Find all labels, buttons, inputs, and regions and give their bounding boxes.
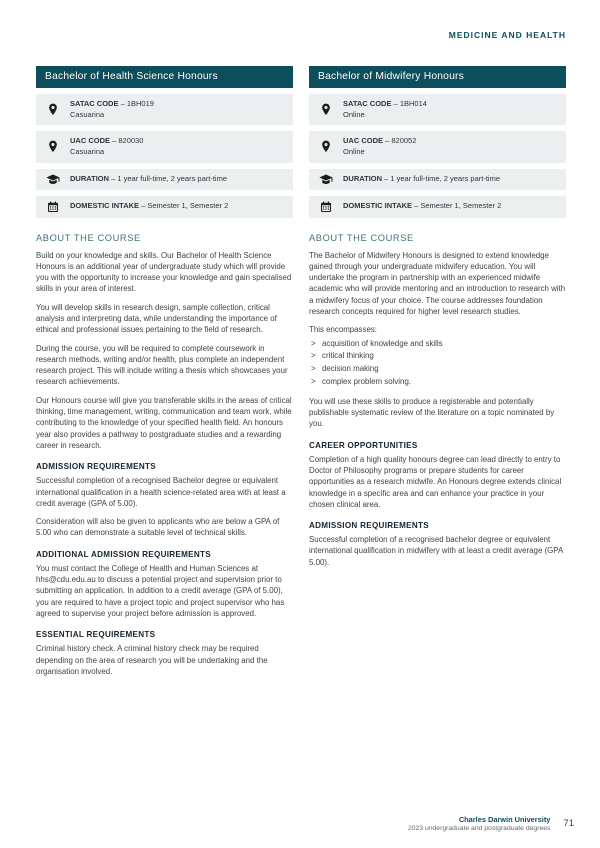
list-item-text: decision making — [322, 364, 379, 374]
course-right — [309, 66, 566, 684]
footer-university: Charles Darwin University — [458, 815, 551, 824]
admission-paragraph: Consideration will also be given to applicants who are below a GPA of 5.00 who can demonstrate a suitable level of technical skills. — [36, 517, 280, 538]
encompasses-list — [311, 338, 566, 389]
satac-code-row — [309, 94, 566, 125]
uac-code-row — [36, 131, 293, 162]
info-label: DOMESTIC INTAKE — [70, 201, 140, 211]
bullet-marker: > — [311, 338, 316, 348]
uac-code-row — [309, 131, 566, 162]
map-pin-icon — [318, 103, 334, 116]
essential-requirements-paragraph: Criminal history check. A criminal history check may be required depending on the area of research you will be undertaking and the organisation involved. — [36, 644, 268, 676]
graduation-cap-icon — [318, 174, 334, 185]
info-value: – Semester 1, Semester 2 — [414, 201, 502, 211]
info-value: – 1 year full-time, 2 years part-time — [384, 173, 500, 183]
domestic-intake-row — [309, 196, 566, 218]
info-value: – 820030 — [112, 136, 144, 146]
info-value: – 820052 — [385, 136, 417, 146]
encompasses-label: This encompasses: — [309, 325, 377, 335]
info-sub: Casuarina — [70, 147, 105, 157]
list-item — [311, 363, 566, 376]
page-number: 71 — [563, 818, 574, 829]
about-paragraph: The Bachelor of Midwifery Honours is designed to extend knowledge gained through your undergraduate midwifery education. You will undertake the program in partnership with an experienced midwife academic who will provide mentoring and an introduction to research with a midwifery focus of your choice. The course addresses foundation research concepts required for higher level research studies. — [309, 250, 566, 316]
info-line — [343, 174, 500, 184]
calendar-icon — [45, 201, 61, 213]
about-paragraph: During the course, you will be required to complete coursework in research methods, writing and/or health, plus complete an independent research project. This will include writing a thesis which showcases your research achievements. — [36, 343, 288, 387]
about-paragraph: You will develop skills in research design, sample collection, critical analysis and interpreting data, while understanding the importance of ethical and professional issues pertaining to the field of research. — [36, 302, 277, 335]
info-line — [343, 201, 501, 211]
list-item — [311, 338, 566, 351]
page-footer — [408, 815, 574, 832]
map-pin-icon — [45, 103, 61, 116]
admission-requirements-heading: ADMISSION REQUIREMENTS — [36, 462, 156, 472]
info-line — [343, 136, 416, 146]
info-sub: Online — [343, 110, 365, 120]
info-value: – 1 year full-time, 2 years part-time — [111, 173, 227, 183]
section-label: MEDICINE AND HEALTH — [448, 30, 566, 40]
about-paragraph: Our Honours course will give you transferable skills in the areas of critical thinking, time management, writing, communication and team work, while contributing to the knowledge of your specified health field. An honours year also provides a pathway to postgraduate studies and a rewarding career in research. — [36, 395, 292, 450]
info-label: SATAC CODE — [70, 99, 119, 108]
satac-code-row — [36, 94, 293, 125]
duration-row — [309, 169, 566, 190]
essential-requirements-heading: ESSENTIAL REQUIREMENTS — [36, 630, 156, 640]
about-paragraph: You will use these skills to produce a registerable and potentially publishable systematic review of the literature on a topic nominated by you. — [309, 396, 555, 429]
info-label: UAC CODE — [70, 136, 111, 146]
duration-row — [36, 169, 293, 190]
course-left — [36, 66, 293, 684]
admission-requirements-heading: ADMISSION REQUIREMENTS — [309, 521, 429, 531]
info-value: – Semester 1, Semester 2 — [141, 201, 229, 211]
about-heading: ABOUT THE COURSE — [309, 232, 414, 243]
additional-admission-paragraph: You must contact the College of Health and Human Sciences at hhs@cdu.edu.au to discuss a potential project and supervision prior to submitting an application. In addition to a credit average (GPA of 5.00), you are required to have a project topic and project supervisor who has agreed to supervise your project before admission is approved. — [36, 563, 285, 618]
info-label: UAC CODE — [343, 136, 384, 146]
info-sub: Casuarina — [70, 110, 105, 120]
course-title-bar: Bachelor of Midwifery Honours — [309, 66, 566, 88]
info-label: DURATION — [70, 173, 110, 183]
course-title-bar: Bachelor of Health Science Honours — [36, 66, 293, 88]
domestic-intake-row — [36, 196, 293, 218]
info-sub: Online — [343, 147, 365, 157]
graduation-cap-icon — [45, 174, 61, 185]
admission-paragraph: Successful completion of a recognised bachelor degree or equivalent international qualification in midwifery with at least a credit average (GPA 5.00). — [309, 535, 563, 567]
admission-paragraph: Successful completion of a recognised Bachelor degree or equivalent international qualification in a health science-related area with at least a credit average (GPA of 5.00). — [36, 476, 286, 508]
info-line — [343, 99, 427, 109]
map-pin-icon — [318, 140, 334, 153]
footer-edition: 2023 undergraduate and postgraduate degrees — [407, 825, 551, 832]
bullet-marker: > — [311, 364, 316, 374]
map-pin-icon — [45, 140, 61, 153]
bullet-marker: > — [311, 376, 316, 386]
info-line — [70, 174, 227, 184]
info-line — [70, 99, 154, 109]
bullet-marker: > — [311, 351, 316, 361]
list-item — [311, 376, 566, 389]
about-paragraph: Build on your knowledge and skills. Our Bachelor of Health Science Honours is an additional year of undergraduate study which will provide you with the opportunity to increase your knowledge and gain specialised skills in your area of interest. — [36, 250, 292, 294]
info-label: DOMESTIC INTAKE — [343, 201, 413, 211]
course-columns — [36, 66, 566, 684]
info-value: – 1BH014 — [393, 99, 427, 108]
info-line — [70, 201, 228, 211]
info-label: SATAC CODE — [343, 99, 392, 108]
list-item-text: critical thinking — [322, 351, 374, 361]
additional-admission-requirements-heading: ADDITIONAL ADMISSION REQUIREMENTS — [36, 549, 211, 559]
list-item-text: complex problem solving. — [322, 376, 412, 386]
info-label: DURATION — [343, 173, 383, 183]
career-paragraph: Completion of a high quality honours degree can lead directly to entry to Doctor of Philosophy programs or prepare students for career opportunities as a research midwife. An Honours degree extends clinical knowledge in a specific area and can enhance your practice in your chosen clinical area. — [309, 454, 562, 509]
list-item — [311, 350, 566, 363]
info-value: – 1BH019 — [120, 99, 154, 108]
career-opportunities-heading: CAREER OPPORTUNITIES — [309, 440, 418, 450]
calendar-icon — [318, 201, 334, 213]
list-item-text: acquisition of knowledge and skills — [322, 338, 443, 348]
about-heading: ABOUT THE COURSE — [36, 232, 141, 243]
info-line — [70, 136, 143, 146]
